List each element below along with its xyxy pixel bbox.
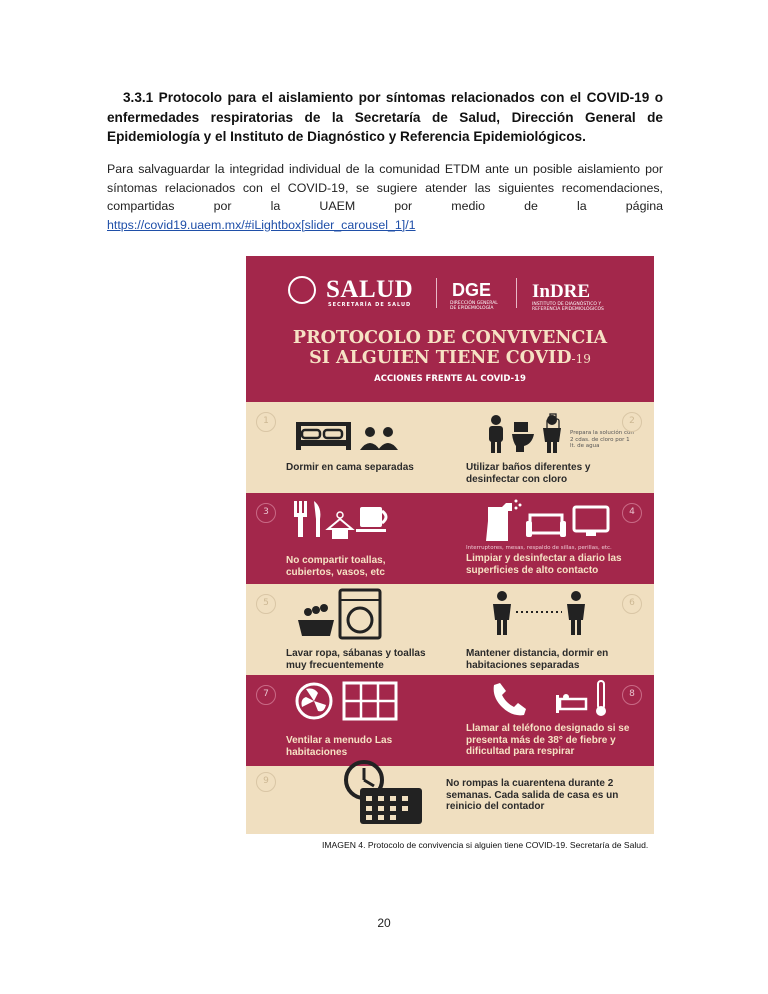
item-number-5: 5 (256, 594, 276, 614)
item-number-4: 4 (622, 503, 642, 523)
intro-paragraph (107, 160, 663, 234)
logo-salud: SALUD (326, 276, 414, 303)
poster-title-suffix: -19 (571, 352, 591, 366)
item-text-3: No compartir toallas, cubiertos, vasos, etc (286, 555, 386, 578)
logo-divider (516, 278, 517, 308)
poster-header (246, 256, 654, 402)
poster-subtitle: ACCIONES FRENTE AL COVID-19 (374, 374, 526, 384)
item-text-8: Llamar al teléfono designado si se presenta más de 38° de fiebre y dificultad para respirar (466, 723, 630, 757)
item-number-8: 8 (622, 685, 642, 705)
uaem-link[interactable]: https://covid19.uaem.mx/#iLightbox[slider_carousel_1]/1 (107, 217, 416, 232)
bottle-icon (546, 412, 562, 440)
phone-thermometer-icon (490, 679, 620, 719)
section-heading (107, 88, 663, 147)
item-note-4: Interruptores, mesas, respaldo de sillas, perillas, etc. (466, 545, 612, 551)
clock-calendar-icon (342, 758, 428, 828)
item-text-7: Ventilar a menudo Las habitaciones (286, 735, 393, 758)
item-text-4: Limpiar y desinfectar a diario las superficies de alto contacto (466, 553, 622, 576)
logo-indre-subtitle: INSTITUTO DE DIAGNÓSTICO Y REFERENCIA EPIDEMIOLÓGICOS (532, 302, 604, 312)
paragraph-line-2: síntomas relacionados con el COVID-19, se sugiere atender las siguientes recomendaciones, (107, 180, 663, 195)
logo-divider (436, 278, 437, 308)
fan-window-icon (294, 681, 398, 723)
seal-icon (288, 276, 316, 304)
item-number-3: 3 (256, 503, 276, 523)
poster-title-line-1: PROTOCOLO DE CONVIVENCIA (292, 328, 608, 348)
distance-icon (490, 590, 590, 638)
covid-protocol-poster (246, 256, 654, 834)
item-number-7: 7 (256, 685, 276, 705)
poster-row-1 (246, 402, 654, 493)
logo-salud-subtitle: SECRETARÍA DE SALUD (328, 302, 412, 308)
item-text-5: Lavar ropa, sábanas y toallas muy frecuentemente (286, 648, 426, 671)
item-number-9: 9 (256, 772, 276, 792)
poster-title (246, 328, 654, 369)
section-title: Protocolo para el aislamiento por síntomas relacionados con el COVID-19 o enfermedades respiratorias de la Secretaría de Salud, Dirección General de Epidemiología y el Instituto de Diagnóstico y Referencia Epidemiológicos. (107, 90, 663, 144)
paragraph-line-1: Para salvaguardar la integridad individual de la comunidad ETDM ante un posible aislamiento por (107, 162, 663, 176)
item-note-2: Prepara la solución con 2 cdas. de cloro por 1 lt. de agua (570, 430, 634, 449)
poster-row-3 (246, 584, 654, 675)
logo-dge: DGE (452, 280, 492, 300)
item-number-2: 2 (622, 412, 642, 432)
item-text-1: Dormir en cama separadas (286, 462, 414, 473)
poster-title-line-2: SI ALGUIEN TIENE COVID (309, 348, 572, 368)
logo-dge-subtitle: DIRECCIÓN GENERAL DE EPIDEMIOLOGÍA (450, 301, 498, 311)
poster-logos (246, 274, 654, 314)
paragraph-line-3: compartidas por la UAEM por medio de la página (107, 199, 663, 214)
item-text-9: No rompas la cuarentena durante 2 semanas. Cada salida de casa es un reinicio del contador (446, 778, 619, 812)
beds-icon (294, 418, 404, 454)
item-number-1: 1 (256, 412, 276, 432)
cutlery-towel-cup-icon (292, 499, 392, 541)
spray-couch-tv-icon (482, 497, 612, 543)
poster-row-4 (246, 675, 654, 766)
section-number: 3.3.1 (123, 90, 154, 105)
item-text-2: Utilizar baños diferentes y desinfectar con cloro (466, 462, 591, 485)
item-number-6: 6 (622, 594, 642, 614)
logo-indre: InDRE (532, 281, 591, 302)
page-number: 20 (377, 916, 391, 930)
laundry-icon (294, 588, 384, 640)
poster-row-5 (246, 766, 654, 834)
image-caption: IMAGEN 4. Protocolo de convivencia si alguien tiene COVID-19. Secretaría de Salud. (322, 840, 649, 850)
poster-row-2 (246, 493, 654, 584)
item-text-6: Mantener distancia, dormir en habitaciones separadas (466, 648, 609, 671)
